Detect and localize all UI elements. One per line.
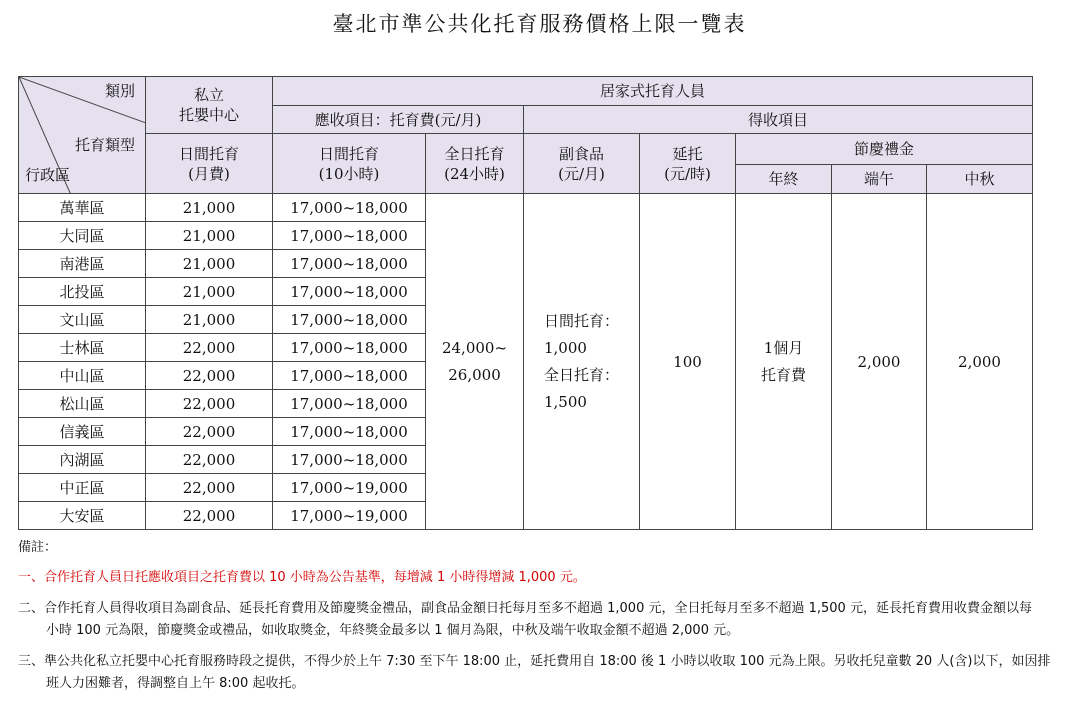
day-fee-cell: 17,000~19,000 <box>273 502 426 530</box>
day-fee-cell: 17,000~18,000 <box>273 362 426 390</box>
day-fee-cell: 17,000~19,000 <box>273 474 426 502</box>
day-fee-cell: 17,000~18,000 <box>273 306 426 334</box>
district-cell: 北投區 <box>19 278 146 306</box>
center-fee-cell: 22,000 <box>146 418 273 446</box>
district-cell: 文山區 <box>19 306 146 334</box>
center-fee-cell: 22,000 <box>146 474 273 502</box>
table-row <box>19 194 1033 222</box>
note-1: 一、合作托育人員日托應收項目之托育費以 10 小時為公告基準，每增減 1 小時得增減 1,000 元。 <box>18 570 586 585</box>
fullday-header: 全日托育 (24小時) <box>426 134 524 194</box>
day-fee-cell: 17,000~18,000 <box>273 250 426 278</box>
daytime-10h-header: 日間托育 (10小時) <box>273 134 426 194</box>
day-fee-cell: 17,000~18,000 <box>273 334 426 362</box>
district-cell: 士林區 <box>19 334 146 362</box>
center-fee-cell: 22,000 <box>146 446 273 474</box>
district-cell: 中正區 <box>19 474 146 502</box>
overtime-fee-cell: 100 <box>640 194 736 530</box>
district-cell: 松山區 <box>19 390 146 418</box>
day-fee-cell: 17,000~18,000 <box>273 278 426 306</box>
day-fee-cell: 17,000~18,000 <box>273 446 426 474</box>
center-fee-cell: 22,000 <box>146 390 273 418</box>
year-end-header: 年終 <box>736 165 832 194</box>
note-2: 二、合作托育人員得收項目為副食品、延長托育費用及節慶獎金禮品，副食品金額日托每月至多不超過 1,000 元，全日托每月至多不超過 1,500 元，延長托育費用收費金額以每 小時 100 元為限，節慶獎金或禮品，如收取獎金，年終獎金最多以 1 個月為限，中秋及端午收取金額不超過 2,000 元。 <box>18 601 1032 638</box>
supplementary-food-cell: 日間托育： 1,000 全日托育： 1,500 <box>524 194 640 530</box>
year-end-cell: 1個月 托育費 <box>736 194 832 530</box>
corner-type-label: 托育類型 <box>74 136 135 154</box>
corner-district-label: 行政區 <box>25 166 71 184</box>
private-center-header: 私立 托嬰中心 <box>146 77 273 134</box>
district-cell: 內湖區 <box>19 446 146 474</box>
supplementary-food-header: 副食品 (元/月) <box>524 134 640 194</box>
mid-autumn-header: 中秋 <box>927 165 1033 194</box>
notes-section <box>18 536 1073 704</box>
district-cell: 信義區 <box>19 418 146 446</box>
note-3: 三、準公共化私立托嬰中心托育服務時段之提供，不得少於上午 7:30 至下午 18:00 止，延托費用自 18:00 後 1 小時以收取 100 元為上限。另收托兒童數 20 人(含)以下，如因排 班人力困難者，得調整自上午 8:00 起收托。 <box>18 654 1051 691</box>
day-fee-cell: 17,000~18,000 <box>273 194 426 222</box>
festival-gift-header: 節慶禮金 <box>736 134 1033 165</box>
center-fee-cell: 21,000 <box>146 250 273 278</box>
overtime-header: 延托 (元/時) <box>640 134 736 194</box>
daytime-monthly-header: 日間托育 (月費) <box>146 134 273 194</box>
notes-label: 備註： <box>18 540 58 555</box>
optional-header: 得收項目 <box>524 106 1033 134</box>
corner-header <box>19 77 146 194</box>
dragon-boat-cell: 2,000 <box>832 194 927 530</box>
district-cell: 南港區 <box>19 250 146 278</box>
center-fee-cell: 22,000 <box>146 502 273 530</box>
day-fee-cell: 17,000~18,000 <box>273 222 426 250</box>
center-fee-cell: 21,000 <box>146 222 273 250</box>
page-title: 臺北市準公共化托育服務價格上限一覽表 <box>332 12 747 36</box>
district-cell: 萬華區 <box>19 194 146 222</box>
center-fee-cell: 21,000 <box>146 278 273 306</box>
header-row-1 <box>19 77 1033 106</box>
center-fee-cell: 22,000 <box>146 362 273 390</box>
corner-category-label: 類別 <box>104 82 135 100</box>
home-caregiver-header: 居家式托育人員 <box>273 77 1033 106</box>
center-fee-cell: 22,000 <box>146 334 273 362</box>
fullday-fee-cell: 24,000~ 26,000 <box>426 194 524 530</box>
center-fee-cell: 21,000 <box>146 194 273 222</box>
mid-autumn-cell: 2,000 <box>927 194 1033 530</box>
header-row-3 <box>19 134 1033 165</box>
center-fee-cell: 21,000 <box>146 306 273 334</box>
dragon-boat-header: 端午 <box>832 165 927 194</box>
price-table <box>18 76 1033 530</box>
district-cell: 大安區 <box>19 502 146 530</box>
receivable-header: 應收項目：托育費(元/月) <box>273 106 524 134</box>
day-fee-cell: 17,000~18,000 <box>273 390 426 418</box>
district-cell: 中山區 <box>19 362 146 390</box>
day-fee-cell: 17,000~18,000 <box>273 418 426 446</box>
district-cell: 大同區 <box>19 222 146 250</box>
